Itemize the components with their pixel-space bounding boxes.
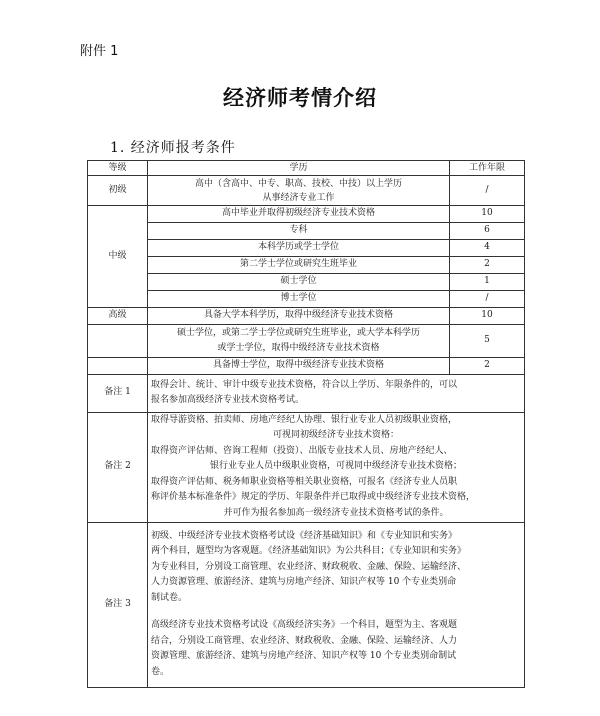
edu-line: 高中（含高中、中专、职高、技校、中技）以上学历 (194, 178, 402, 189)
note-line: 人力资源管理、旅游经济、建筑与房地产经济、知识产权等 10 个专业类别命 (151, 577, 457, 588)
note-line: 两个科目，题型均为客观题。《经济基础知识》为公共科目；《专业知识和实务》 (151, 546, 467, 557)
table-header-row (88, 161, 525, 176)
requirements-table (87, 160, 525, 688)
education-cell: 博士学位 (148, 291, 450, 308)
level-junior: 初级 (88, 176, 148, 206)
note-line: 卷。 (151, 666, 170, 677)
note-line: 高级经济专业技术资格考试设《高级经济实务》一个科目，题型为主、客观题 (151, 620, 458, 631)
note-line: 并可作为报名参加高一级经济专业技术资格考试的条件。 (223, 507, 449, 518)
level-intermediate: 中级 (88, 206, 148, 308)
edu-line: 硕士学位，或第二学士学位或研究生班毕业，或大学本科学历 (176, 327, 420, 338)
table-row (88, 257, 525, 274)
years-cell: 6 (450, 223, 525, 240)
note-line: 称评价基本标准条件》规定的学历、年限条件并已取得或中级经济专业技术资格， (151, 492, 476, 503)
education-cell: 硕士学位 (148, 274, 450, 291)
note-line: 结合，分别设工商管理、农业经济、财政税收、金融、保险、运输经济、人力 (151, 635, 458, 646)
note-label: 备注 3 (88, 522, 148, 687)
note-content (148, 374, 525, 412)
education-cell: 第二学士学位或研究生班毕业 (148, 257, 450, 274)
attachment-label: 附件 1 (80, 44, 119, 59)
years-cell: / (450, 291, 525, 308)
education-cell (148, 176, 450, 206)
note-label: 备注 2 (88, 412, 148, 522)
note-line: 为专业科目，分别设工商管理、农业经济、财政税收、金融、保险、运输经济、 (151, 561, 467, 572)
note-label: 备注 1 (88, 374, 148, 412)
section-title: 1. 经济师报考条件 (110, 140, 236, 156)
note-content (148, 412, 525, 522)
note-line: 资源管理、旅游经济、建筑与房地产经济、知识产权等 10 个专业类别命制试 (151, 651, 457, 662)
table-row (88, 357, 525, 374)
table-row (88, 324, 525, 357)
years-cell: 10 (450, 308, 525, 325)
note-row (88, 412, 525, 522)
note-line: 报名参加高级经济专业技术资格考试。 (151, 395, 305, 405)
years-cell: 4 (450, 240, 525, 257)
edu-line: 从事经济专业工作 (262, 192, 335, 203)
note-line: 取得资产评估师、咨询工程师（投资）、出版专业技术人员、房地产经纪人、 (151, 445, 453, 456)
level-empty (88, 357, 148, 374)
header-education: 学历 (148, 161, 450, 176)
note-line: 取得资产评估师、税务师职业资格等相关职业资格，可报名《经济专业人员职 (151, 476, 458, 487)
level-empty (88, 324, 148, 357)
education-cell: 高中毕业并取得初级经济专业技术资格 (148, 206, 450, 223)
edu-line: 或学士学位，取得中级经济专业技术资格 (217, 342, 380, 353)
years-cell: 2 (450, 257, 525, 274)
years-cell: 2 (450, 357, 525, 374)
note-line: 可视同初级经济专业技术资格： (272, 430, 399, 441)
header-level: 等级 (88, 161, 148, 176)
note-row (88, 374, 525, 412)
table-row (88, 223, 525, 240)
years-cell: / (450, 176, 525, 206)
table-row (88, 176, 525, 206)
education-cell: 专科 (148, 223, 450, 240)
years-cell: 1 (450, 274, 525, 291)
table-row (88, 240, 525, 257)
years-cell: 5 (450, 324, 525, 357)
page-title: 经济师考情介绍 (223, 85, 377, 110)
note-row (88, 522, 525, 687)
paragraph-gap (151, 606, 521, 618)
education-cell: 本科学历或学士学位 (148, 240, 450, 257)
header-years: 工作年限 (450, 161, 525, 176)
note-line: 银行业专业人员中级职业资格，可视同中级经济专业技术资格； (209, 461, 462, 472)
years-cell: 10 (450, 206, 525, 223)
note-line: 取得导游资格、拍卖师、房地产经纪人协理、银行业专业人员初级职业资格， (151, 414, 458, 425)
education-cell: 具备博士学位，取得中级经济专业技术资格 (148, 357, 450, 374)
education-cell (148, 324, 450, 357)
education-cell: 具备大学本科学历，取得中级经济专业技术资格 (148, 308, 450, 325)
note-content (148, 522, 525, 687)
note-line: 取得会计、统计、审计中级专业技术资格，符合以上学历、年限条件的，可以 (151, 380, 458, 390)
note-line: 初级、中级经济专业技术资格考试设《经济基础知识》和《专业知识和实务》 (151, 530, 458, 541)
level-senior: 高级 (88, 308, 148, 325)
table-row (88, 206, 525, 223)
table-row (88, 274, 525, 291)
table-row (88, 291, 525, 308)
note-line: 制试卷。 (151, 592, 188, 603)
table-row (88, 308, 525, 325)
